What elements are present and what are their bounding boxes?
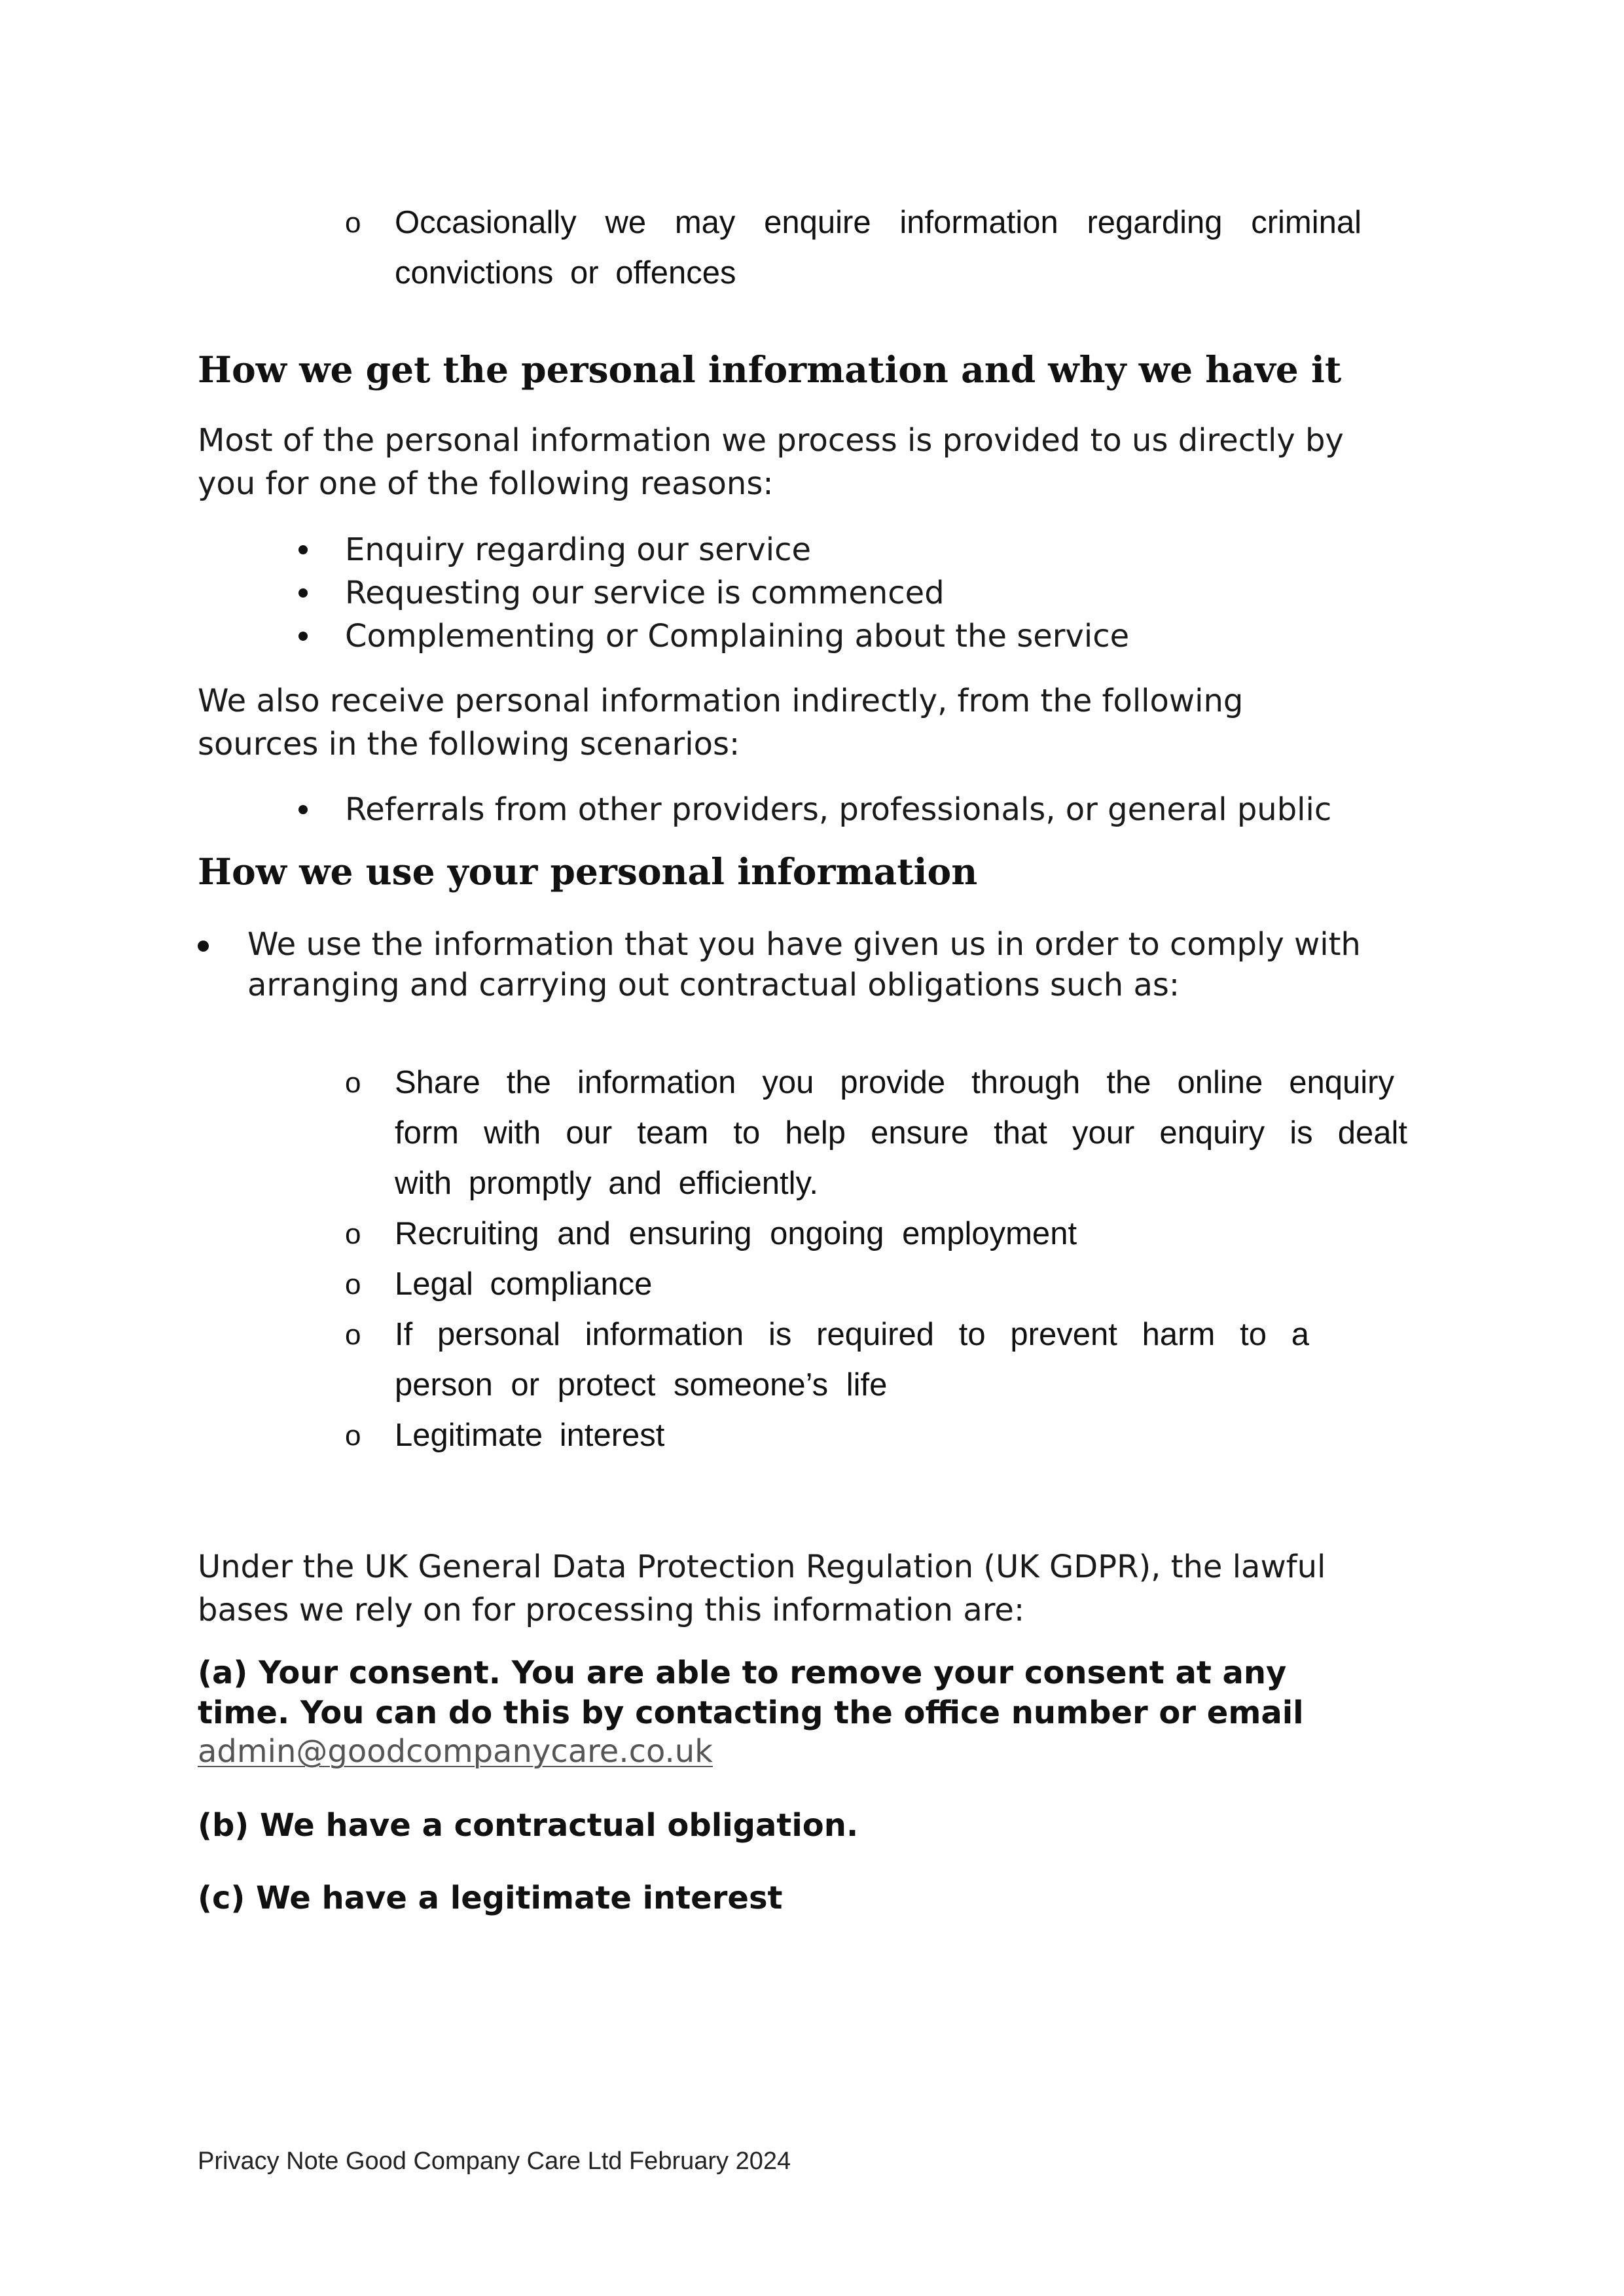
list-item-reason: Complementing or Complaining about the service	[345, 618, 1130, 655]
list-item-contractual-line1: We use the information that you have given us in order to comply with	[247, 926, 1361, 963]
paragraph-intro-line2: you for one of the following reasons:	[198, 465, 774, 502]
sub-item-share-line1: Share the information you provide through the online enquiry	[395, 1065, 1394, 1100]
paragraph-intro-line1: Most of the personal information we process is provided to us directly by	[198, 422, 1344, 459]
bullet-marker	[298, 805, 308, 814]
sub-item-legitimate: Legitimate interest	[395, 1418, 665, 1453]
list-item-source: Referrals from other providers, professionals, or general public	[345, 791, 1332, 828]
list-item-contractual-line2: arranging and carrying out contractual obligations such as:	[247, 967, 1180, 1003]
section-heading-how-we-get: How we get the personal information and why we have it	[198, 348, 1342, 391]
list-item-criminal-convictions-line1: Occasionally we may enquire information regarding criminal	[395, 205, 1362, 240]
section-heading-how-we-use: How we use your personal information	[198, 850, 978, 893]
list-marker-circle: o	[345, 1067, 361, 1099]
list-item-reason: Enquiry regarding our service	[345, 531, 812, 568]
bullet-marker	[298, 545, 308, 554]
bullet-marker	[298, 588, 308, 598]
paragraph-lawful-line2: bases we rely on for processing this information are:	[198, 1592, 1025, 1628]
sub-item-legal: Legal compliance	[395, 1266, 653, 1302]
bullet-marker	[198, 941, 209, 952]
sub-item-share-line3: with promptly and efficiently.	[395, 1166, 818, 1201]
sub-item-recruiting: Recruiting and ensuring ongoing employment	[395, 1216, 1077, 1251]
list-marker-circle: o	[345, 1420, 361, 1452]
lawful-basis-a-line2: time. You can do this by contacting the office number or email	[198, 1695, 1304, 1731]
lawful-basis-c: (c) We have a legitimate interest	[198, 1880, 783, 1916]
paragraph-indirect-line1: We also receive personal information indirectly, from the following	[198, 683, 1244, 719]
paragraph-indirect-line2: sources in the following scenarios:	[198, 726, 740, 762]
lawful-basis-b: (b) We have a contractual obligation.	[198, 1807, 859, 1844]
lawful-basis-a-line1: (a) Your consent. You are able to remove your consent at any	[198, 1655, 1287, 1691]
list-item-reason: Requesting our service is commenced	[345, 575, 945, 611]
list-marker-circle: o	[345, 1218, 361, 1250]
list-item-criminal-convictions-line2: convictions or offences	[395, 255, 736, 291]
sub-item-harm-line2: person or protect someone’s life	[395, 1367, 888, 1403]
bullet-marker	[298, 632, 308, 641]
sub-item-share-line2: form with our team to help ensure that your enquiry is dealt	[395, 1115, 1407, 1151]
paragraph-lawful-line1: Under the UK General Data Protection Regulation (UK GDPR), the lawful	[198, 1549, 1326, 1585]
list-marker-circle: o	[345, 1319, 361, 1351]
sub-item-harm-line1: If personal information is required to prevent harm to a	[395, 1317, 1309, 1352]
list-marker-circle: o	[345, 1268, 361, 1300]
page-footer: Privacy Note Good Company Care Ltd February 2024	[198, 2147, 791, 2175]
email-link[interactable]: admin@goodcompanycare.co.uk	[198, 1733, 713, 1770]
list-marker-circle: o	[345, 207, 361, 239]
